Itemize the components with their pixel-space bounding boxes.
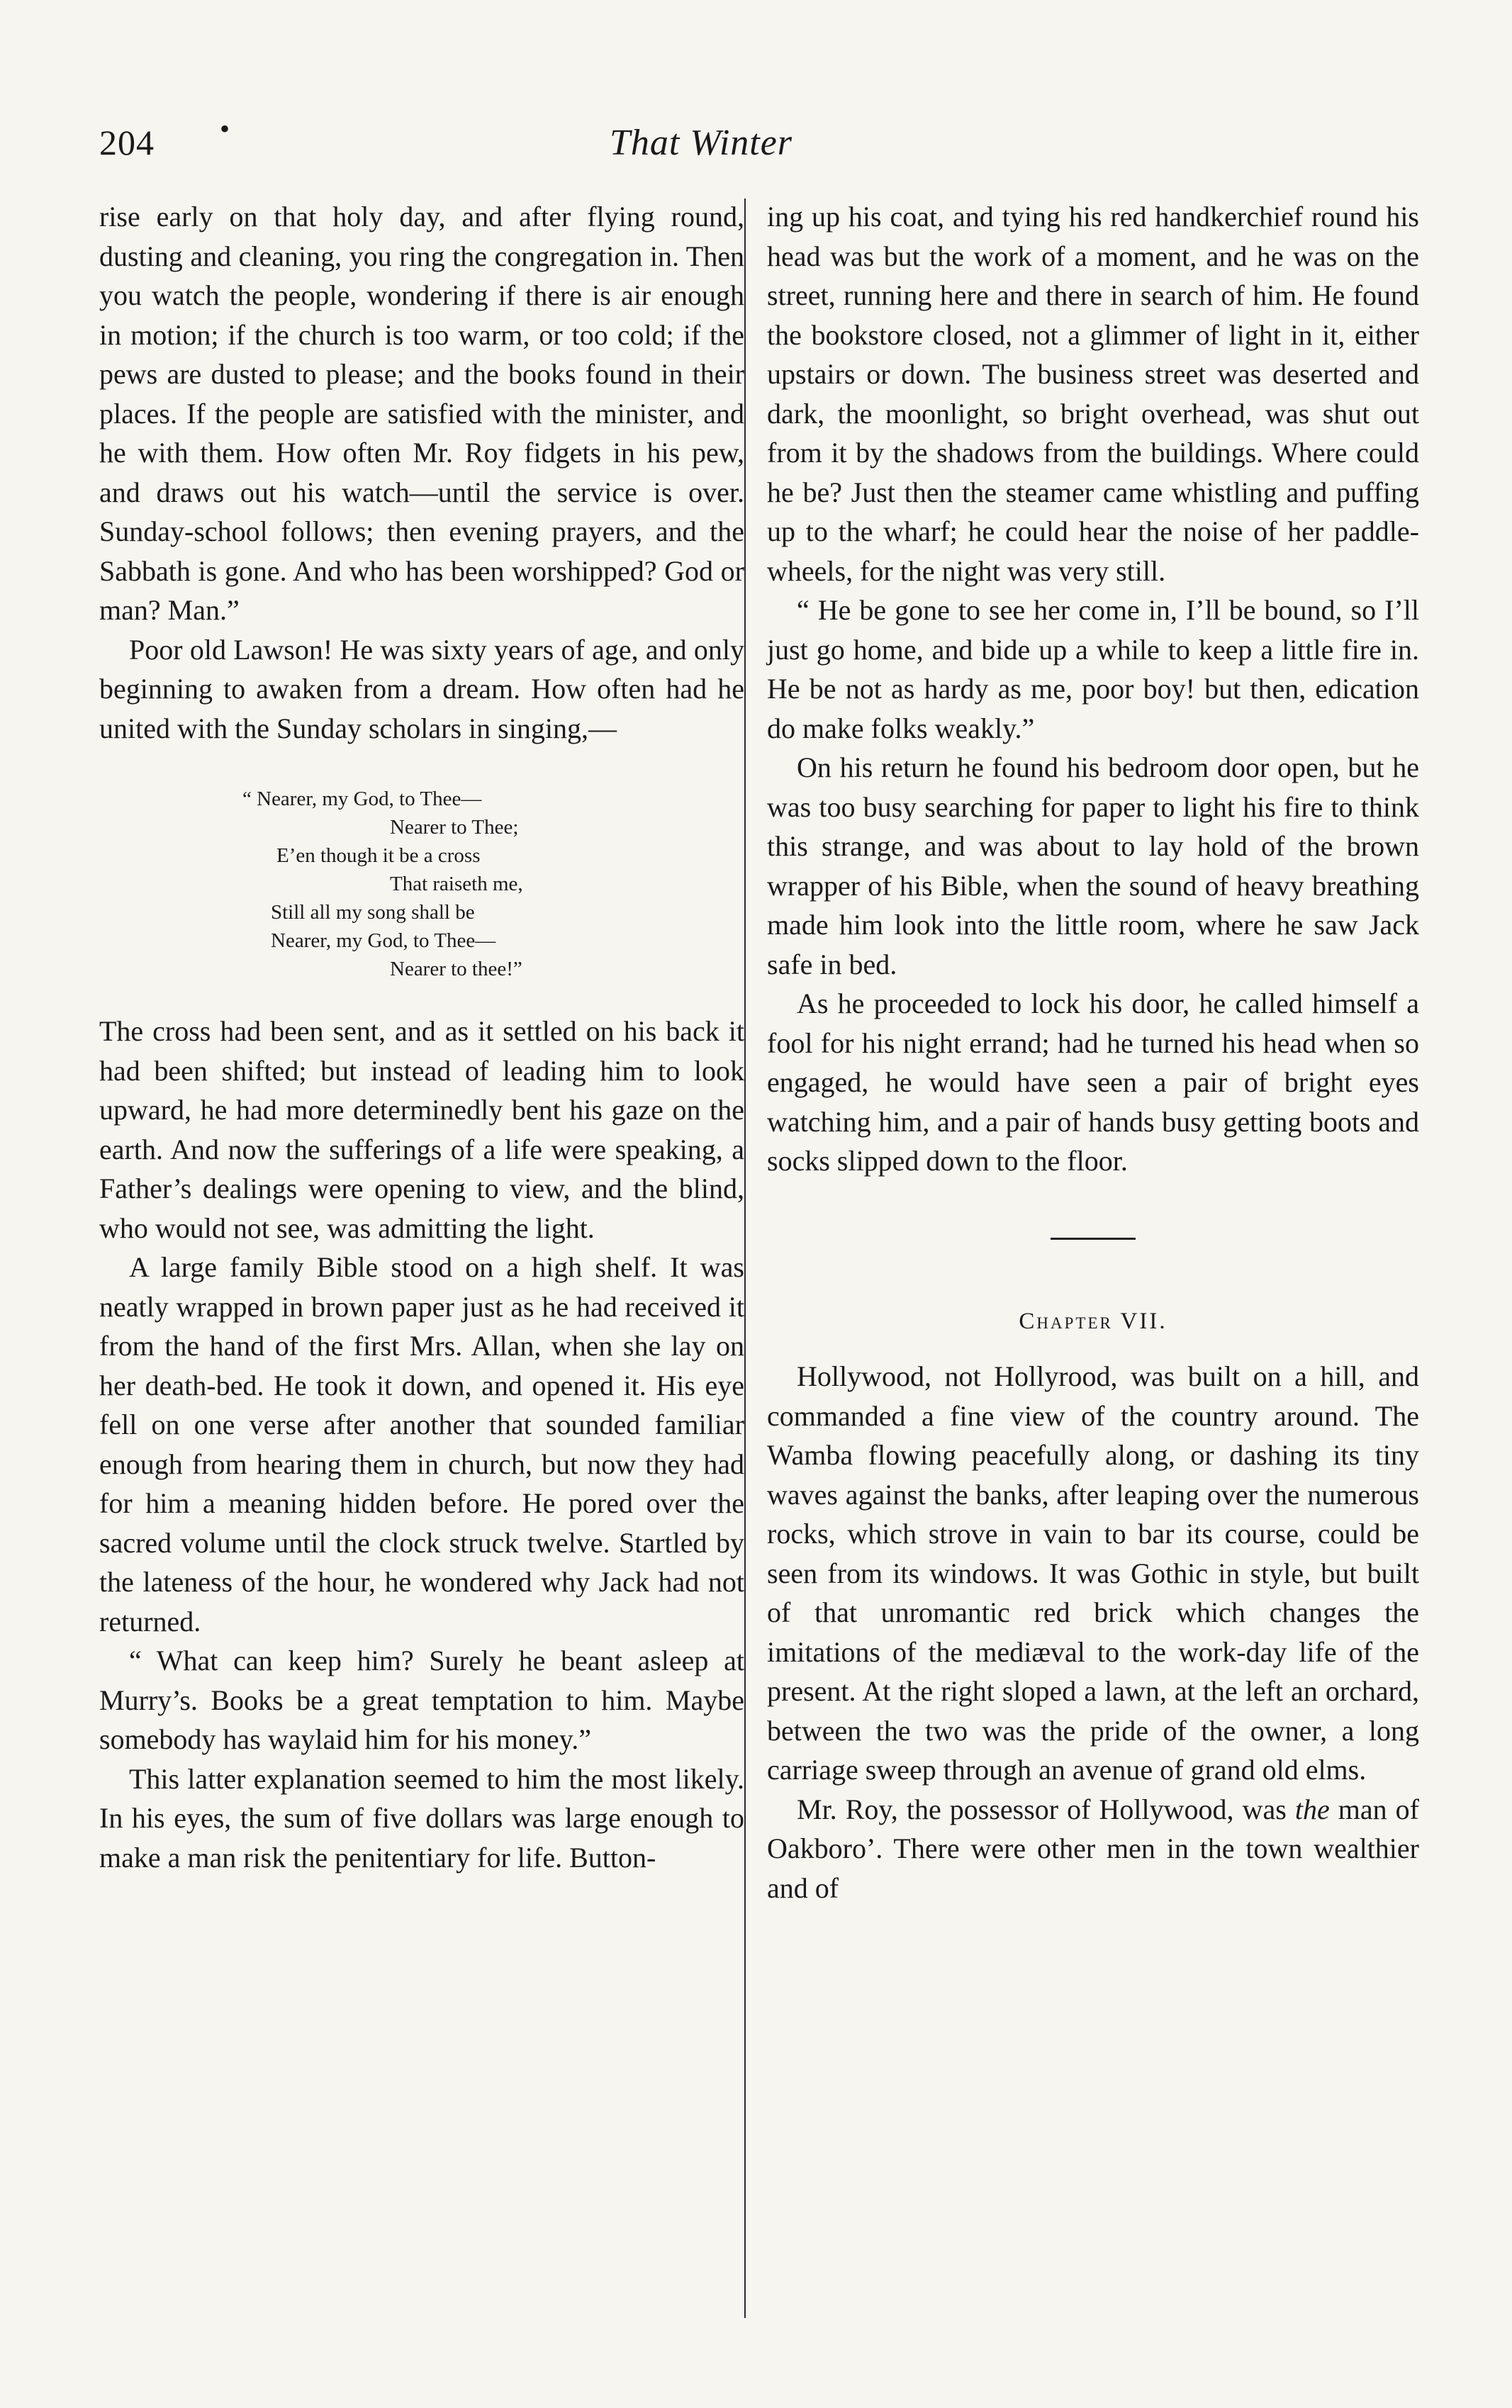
left-paragraph-5: “ What can keep him? Surely he beant asleep at Murry’s. Books be a great temptation to him. Maybe somebody has waylaid him for his money.” (99, 1645, 744, 1755)
page-header (99, 113, 1425, 179)
poem-line: Nearer to Thee; (390, 816, 519, 839)
left-paragraph-3: The cross had been sent, and as it settled on his back it had been shifted; but instead of leading him to look upward, he had more determinedly bent his gaze on the earth. And now the sufferings of a life were speaking, a Father’s dealings were opening to view, and the blind, who would not see, was admitting the light. (99, 1015, 744, 1244)
right-paragraph-1: ing up his coat, and tying his red handkerchief round his head was but the work of a moment, and he was on the street, running here and there in search of him. He found the bookstore closed, not a glimmer of light in it, either upstairs or down. The business street was deserted and dark, the moonlight, so bright overhead, was shut out from it by the shadows from the buildings. Where could he be? Just then the steamer came whistling and puffing up to the wharf; he could hear the noise of her paddle-wheels, for the night was very still. (767, 201, 1419, 587)
left-paragraph-6: This latter explanation seemed to him the most likely. In his eyes, the sum of five dollars was large enough to make a man risk the penitentiary for life. Button- (99, 1762, 744, 1874)
poem-line: Nearer to thee!” (390, 958, 522, 980)
header-dot: • (220, 113, 230, 145)
hymn-quote (99, 785, 744, 983)
right-paragraph-6 (767, 1790, 1419, 1908)
column-divider (744, 198, 746, 2318)
left-paragraph-2: Poor old Lawson! He was sixty years of age, and only beginning to awaken from a dream. How often had he united with the Sunday scholars in singing,— (99, 633, 744, 744)
section-rule (1051, 1238, 1136, 1240)
poem-line: “ Nearer, my God, to Thee— (242, 788, 482, 810)
right-paragraph-3: On his return he found his bedroom door open, but he was too busy searching for paper to light his fire to think this strange, and was about to lay hold of the brown wrapper of his Bible, when the sound of heavy breathing made him look into the little room, where he saw Jack safe in bed. (767, 751, 1419, 980)
p6-text-before: Mr. Roy, the possessor of Hollywood, was (797, 1793, 1295, 1825)
poem-line: Nearer, my God, to Thee— (271, 929, 496, 952)
right-paragraph-2: “ He be gone to see her come in, I’ll be bound, so I’ll just go home, and bide up a while to keep a little fire in. He be not as hardy as me, poor boy! but then, edication do make folks weakly.” (767, 594, 1419, 744)
chapter-title: Chapter VII. (1019, 1308, 1167, 1334)
p6-emphasis: the (1294, 1793, 1330, 1825)
p6-text-after: man of Oakboro’. There were other men in the town wealthier and of (767, 1793, 1420, 1904)
right-paragraph-4: As he proceeded to lock his door, he called himself a fool for his night errand; had he turned his head when so engaged, he would have seen a pair of bright eyes watching him, and a pair of hands busy getting boots and socks slipped down to the floor. (767, 987, 1419, 1177)
running-title: That Winter (610, 123, 793, 163)
poem-line: E’en though it be a cross (276, 844, 481, 867)
page-number: 204 (99, 123, 155, 162)
left-paragraph-4: A large family Bible stood on a high shelf. It was neatly wrapped in brown paper just as he had received it from the hand of the first Mrs. Allan, when she lay on her death-bed. He took it down, and opened it. His eye fell on one verse after another that sounded familiar enough from hearing them in church, but now they had for him a meaning hidden before. He pored over the sacred volume until the clock struck twelve. Startled by the lateness of the hour, he wondered why Jack had not returned. (99, 1251, 744, 1637)
left-column (99, 197, 744, 1877)
right-paragraph-5: Hollywood, not Hollyrood, was built on a hill, and commanded a fine view of the country around. The Wamba flowing peacefully along, or dashing its tiny waves against the banks, after leaping over the numerous rocks, which strove in vain to bar its course, could be seen from its windows. It was Gothic in style, but built of that unromantic red brick which changes the imitations of the mediæval to the work-day life of the present. At the right sloped a lawn, at the left an orchard, between the two was the pride of the owner, a long carriage sweep through an avenue of grand old elms. (767, 1360, 1419, 1786)
poem-line: Still all my song shall be (271, 901, 475, 924)
right-column (767, 197, 1419, 1908)
poem-line: That raiseth me, (390, 873, 523, 895)
left-paragraph-1: rise early on that holy day, and after flying round, dusting and cleaning, you ring the congregation in. Then you watch the people, wondering if there is air enough in motion; if the church is too warm, or too cold; if the pews are dusted to please; and the books found in their places. If the people are satisfied with the minister, and he with them. How often Mr. Roy fidgets in his pew, and draws out his watch—until the service is over. Sunday-school follows; then evening prayers, and the Sabbath is gone. And who has been worshipped? God or man? Man.” (99, 201, 744, 626)
